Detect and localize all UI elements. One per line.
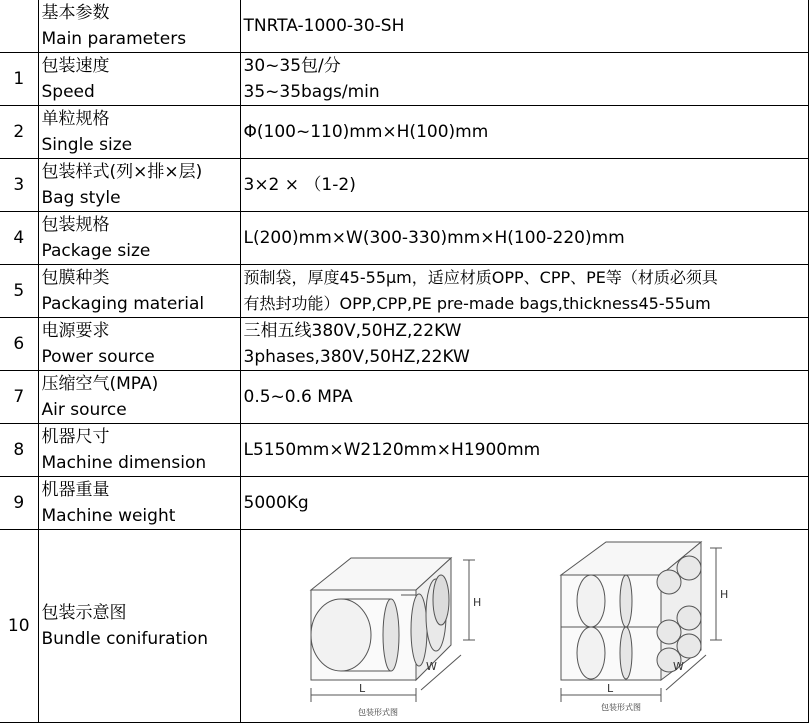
row-label-cn: 机器尺寸: [41, 427, 110, 447]
left-dim-w: W: [425, 660, 437, 673]
row-label-en: Machine weight: [41, 506, 176, 526]
row-number: 1: [0, 53, 38, 106]
row-value-line: L(200)mm×W(300-330)mm×H(100-220)mm: [243, 228, 625, 248]
row-value: [240, 371, 808, 424]
row-value-line: 5000Kg: [243, 493, 309, 513]
row-number: 9: [0, 477, 38, 530]
row-label-en: Bundle conifuration: [41, 629, 209, 649]
row-label: [38, 530, 240, 723]
table-row: [0, 53, 808, 106]
row-number: 4: [0, 212, 38, 265]
left-bundle-drawing: [311, 558, 475, 702]
row-value: [240, 477, 808, 530]
row-value-line: L5150mm×W2120mm×H1900mm: [243, 440, 541, 460]
table-row: [0, 159, 808, 212]
left-caption: 包装形式图: [357, 708, 398, 717]
row-value: [240, 265, 808, 318]
row-value-line: 3×2 × （1-2): [243, 175, 356, 195]
header-row: [0, 0, 808, 53]
row-value: [240, 106, 808, 159]
table-row: [0, 265, 808, 318]
row-label: [38, 424, 240, 477]
header-num-cell: [0, 0, 38, 53]
table-row: [0, 371, 808, 424]
row-number: 10: [0, 530, 38, 723]
row-number: 6: [0, 318, 38, 371]
row-label: [38, 159, 240, 212]
row-label-en: Air source: [41, 400, 127, 420]
row-value: [240, 424, 808, 477]
header-label-en: Main parameters: [41, 29, 187, 49]
row-label-cn: 包装样式(列×排×层): [41, 162, 203, 182]
row-value-line: 35~35bags/min: [243, 82, 380, 102]
row-label: [38, 371, 240, 424]
header-model-value: TNRTA-1000-30-SH: [240, 0, 808, 53]
left-dim-l: L: [358, 682, 365, 695]
row-label-cn: 包装示意图: [41, 603, 127, 623]
row-label: [38, 318, 240, 371]
table-row: [0, 212, 808, 265]
header-label-cell: [38, 0, 240, 53]
row-value-line: 0.5~0.6 MPA: [243, 387, 353, 407]
row-label-en: Power source: [41, 347, 155, 367]
row-number: 8: [0, 424, 38, 477]
row-label-cn: 包装速度: [41, 56, 110, 76]
header-label-cn: 基本参数: [41, 3, 110, 23]
row-value: [240, 318, 808, 371]
table-row: [0, 318, 808, 371]
right-dim-w: W: [672, 660, 684, 673]
row-value-line: 3phases,380V,50HZ,22KW: [243, 347, 470, 367]
row-label: [38, 212, 240, 265]
row-value: [240, 159, 808, 212]
row-label-en: Packaging material: [41, 294, 205, 314]
row-value-line: 有热封功能）OPP,CPP,PE pre-made bags,thickness45-55um: [243, 294, 711, 313]
row-label: [38, 265, 240, 318]
right-dim-l: L: [606, 682, 613, 695]
row-label: [38, 477, 240, 530]
bundle-drawings: [241, 530, 807, 720]
row-label-cn: 包装规格: [41, 215, 110, 235]
row-value-line: 预制袋，厚度45-55μm，适应材质OPP、CPP、PE等（材质必须具: [243, 268, 718, 287]
row-label-en: Machine dimension: [41, 453, 207, 473]
row-number: 5: [0, 265, 38, 318]
left-dim-h: H: [472, 596, 481, 609]
table-row: [0, 477, 808, 530]
row-number: 3: [0, 159, 38, 212]
row-value-line: 30~35包/分: [243, 56, 341, 76]
row-label-cn: 压缩空气(MPA): [41, 374, 159, 394]
row-label-cn: 电源要求: [41, 321, 110, 341]
bundle-row: [0, 530, 808, 723]
row-number: 7: [0, 371, 38, 424]
right-caption: 包装形式图: [600, 703, 641, 712]
table-row: [0, 424, 808, 477]
row-label-cn: 包膜种类: [41, 268, 110, 288]
row-value-line: 三相五线380V,50HZ,22KW: [243, 321, 462, 341]
row-label-en: Speed: [41, 82, 95, 102]
row-label-cn: 机器重量: [41, 480, 110, 500]
row-label: [38, 53, 240, 106]
row-label-en: Single size: [41, 135, 133, 155]
row-value: [240, 212, 808, 265]
row-value: [240, 53, 808, 106]
row-number: 2: [0, 106, 38, 159]
table-row: [0, 106, 808, 159]
right-bundle-drawing: [561, 542, 722, 702]
bundle-drawing-cell: [240, 530, 808, 723]
right-dim-h: H: [719, 588, 728, 601]
row-label-en: Bag style: [41, 188, 121, 208]
row-label-cn: 单粒规格: [41, 109, 110, 129]
row-value-line: Φ(100~110)mm×H(100)mm: [243, 122, 489, 142]
row-label: [38, 106, 240, 159]
row-label-en: Package size: [41, 241, 151, 261]
